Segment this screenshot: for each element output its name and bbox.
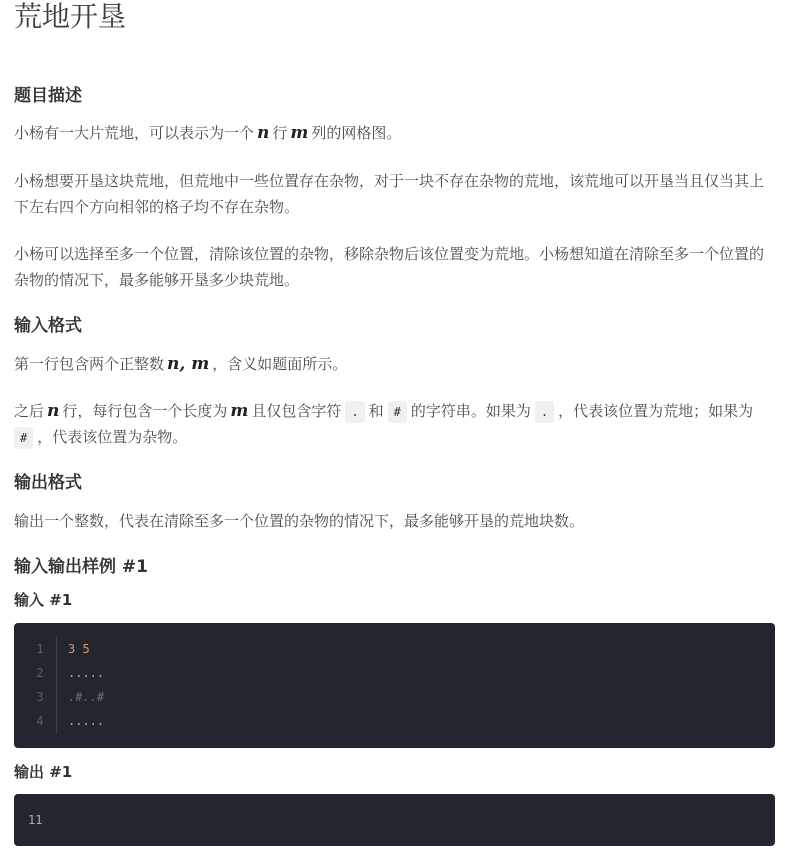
code-line xyxy=(14,661,775,685)
description-paragraph-3: 小杨可以选择至多一个位置，清除该位置的杂物，移除杂物后该位置变为荒地。小杨想知道在清除至多一个位置的杂物的情况下，最多能够开垦多少块荒地。 xyxy=(14,245,765,289)
input-format-p2-text-a: 之后 xyxy=(14,402,45,420)
variable-m: m xyxy=(290,123,309,143)
sample-input-label: 输入 #1 xyxy=(14,591,73,609)
output-format-heading: 输出格式 xyxy=(14,473,82,493)
samples-heading: 输入输出样例 #1 xyxy=(14,557,148,577)
output-format-paragraph: 输出一个整数，代表在清除至多一个位置的杂物的情况下，最多能够开垦的荒地块数。 xyxy=(14,512,585,530)
variable-n: n xyxy=(257,123,270,143)
code-line xyxy=(14,637,775,661)
code-line-text: 3 5 xyxy=(68,642,90,656)
input-format-heading: 输入格式 xyxy=(14,316,82,336)
inline-code-dot: . xyxy=(345,401,364,423)
description-p1-text-a: 小杨有一大片荒地，可以表示为一个 xyxy=(14,124,255,142)
variable-m: m xyxy=(230,401,249,421)
description-p1-text-b: 行 xyxy=(272,124,288,142)
line-number: 3 xyxy=(36,690,44,704)
code-line-text: ..... xyxy=(68,666,105,680)
description-heading: 题目描述 xyxy=(14,86,82,106)
variable-n: n xyxy=(47,401,60,421)
page-title: 荒地开垦 xyxy=(14,0,127,33)
code-line-text: .#..# xyxy=(68,690,105,704)
input-format-paragraph-1 xyxy=(14,351,775,377)
line-number: 2 xyxy=(36,666,44,680)
inline-code-hash: # xyxy=(388,401,407,423)
input-format-p2-text-e: 的字符串。如果为 xyxy=(410,402,531,420)
line-number: 4 xyxy=(36,714,44,728)
description-p1-text-c: 列的网格图。 xyxy=(311,124,402,142)
input-format-p2-text-c: 且仅包含字符 xyxy=(251,402,342,420)
line-number: 1 xyxy=(36,642,44,656)
code-line xyxy=(14,709,775,733)
inline-code-hash: # xyxy=(14,427,33,449)
variable-n-m: n, m xyxy=(167,354,210,374)
input-format-p1-text-b: ，含义如题面所示。 xyxy=(212,355,348,373)
input-format-p2-text-g: ，代表该位置为杂物。 xyxy=(37,428,188,446)
description-paragraph-2: 小杨想要开垦这块荒地，但荒地中一些位置存在杂物，对于一块不存在杂物的荒地，该荒地可以开垦当且仅当其上下左右四个方向相邻的格子均不存在杂物。 xyxy=(14,172,765,216)
sample-input-codeblock[interactable] xyxy=(14,623,775,748)
input-format-p1-text-a: 第一行包含两个正整数 xyxy=(14,355,165,373)
input-format-p2-text-d: 和 xyxy=(368,402,384,420)
input-format-paragraph-2 xyxy=(14,398,775,450)
input-format-p2-text-b: 行，每行包含一个长度为 xyxy=(62,402,228,420)
code-line-text: ..... xyxy=(68,714,105,728)
sample-output-codeblock[interactable] xyxy=(14,794,775,846)
sample-output-label: 输出 #1 xyxy=(14,763,73,781)
code-line xyxy=(14,685,775,709)
input-format-p2-text-f: ，代表该位置为荒地；如果为 xyxy=(558,402,754,420)
sample-output-text: 11 xyxy=(28,813,43,827)
description-paragraph-1 xyxy=(14,120,775,146)
inline-code-dot: . xyxy=(535,401,554,423)
